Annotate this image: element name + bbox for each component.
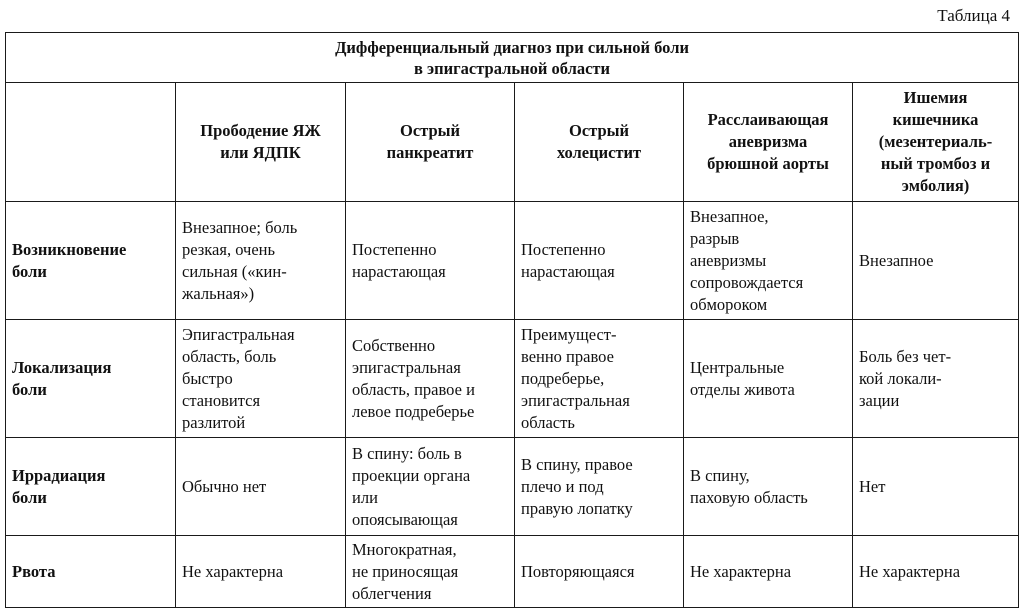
differential-diagnosis-table (5, 32, 1019, 608)
table-cell: Не характерна (176, 536, 346, 608)
table-cell: Собственно эпигастральная область, правое и левое подреберье (346, 320, 515, 438)
row-header-localization: Локализация боли (6, 320, 176, 438)
table-title-line-1: Дифференциальный диагноз при сильной боли (335, 37, 689, 57)
table-cell: Центральные отделы живота (684, 320, 853, 438)
table-cell: Эпигастральная область, боль быстро становится разлитой (176, 320, 346, 438)
title-row (6, 33, 1019, 83)
table-cell: Многократная, не приносящая облегчения (346, 536, 515, 608)
table-cell: В спину, правое плечо и под правую лопатку (515, 438, 684, 536)
column-header-aortic-aneurysm: Расслаивающая аневризма брюшной аорты (684, 83, 853, 202)
table-cell: Обычно нет (176, 438, 346, 536)
table-row-onset (6, 202, 1019, 320)
table-cell: Не характерна (684, 536, 853, 608)
table-cell: Внезапное, разрыв аневризмы сопровождается обмороком (684, 202, 853, 320)
row-header-vomiting: Рвота (6, 536, 176, 608)
column-header-pancreatitis: Острый панкреатит (346, 83, 515, 202)
table-cell: Постепенно нарастающая (515, 202, 684, 320)
table-row-irradiation (6, 438, 1019, 536)
table-caption: Таблица 4 (937, 6, 1010, 25)
table-title (6, 33, 1019, 83)
column-header-row (6, 83, 1019, 202)
table-title-line-2: в эпигастральной области (414, 58, 611, 78)
row-header-irradiation: Иррадиация боли (6, 438, 176, 536)
table-cell: Повторяющаяся (515, 536, 684, 608)
table-cell: Внезапное (853, 202, 1019, 320)
table-cell: Нет (853, 438, 1019, 536)
table-cell: Не характерна (853, 536, 1019, 608)
column-header-cholecystitis: Острый холецистит (515, 83, 684, 202)
table-cell: Внезапное; боль резкая, очень сильная («кин- жальная») (176, 202, 346, 320)
table-cell: В спину: боль в проекции органа или опоясывающая (346, 438, 515, 536)
table-row-vomiting (6, 536, 1019, 608)
table-cell: Боль без чет- кой локали- зации (853, 320, 1019, 438)
table-cell: Постепенно нарастающая (346, 202, 515, 320)
table-cell: В спину, паховую область (684, 438, 853, 536)
column-header-intestinal-ischemia: Ишемия кишечника (мезентериаль- ный тромбоз и эмболия) (853, 83, 1019, 202)
table-cell: Преимущест- венно правое подреберье, эпигастральная область (515, 320, 684, 438)
column-header-perforation: Прободение ЯЖ или ЯДПК (176, 83, 346, 202)
column-header-empty (6, 83, 176, 202)
row-header-onset: Возникновение боли (6, 202, 176, 320)
table-row-localization (6, 320, 1019, 438)
